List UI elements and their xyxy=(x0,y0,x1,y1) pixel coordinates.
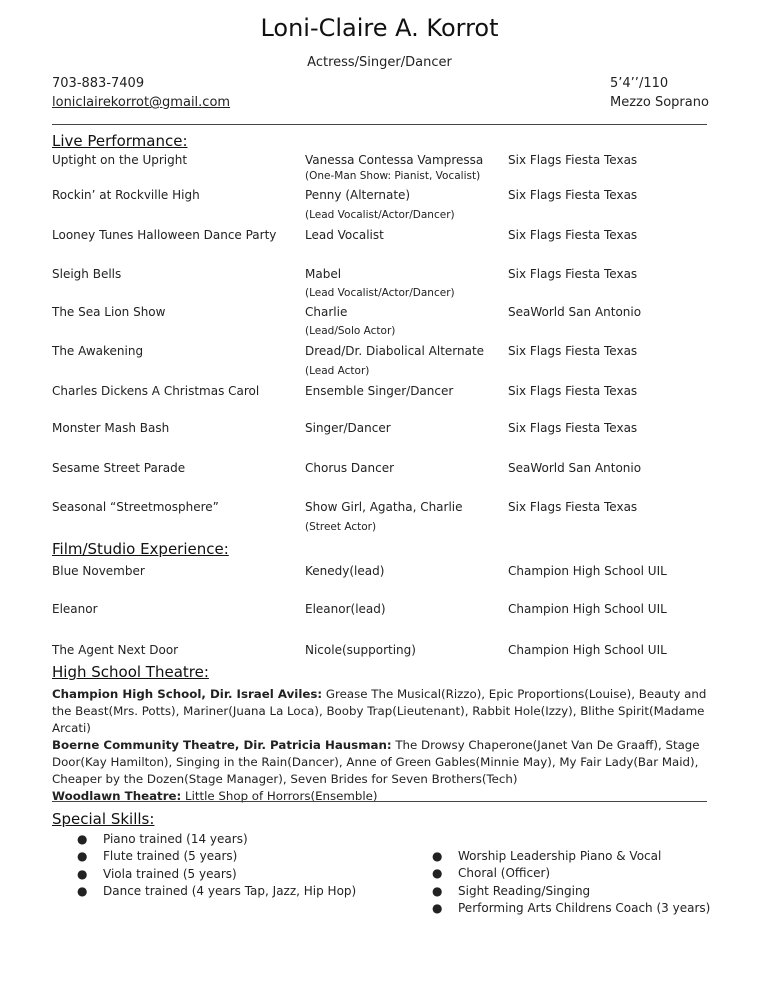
bullet-icon: ● xyxy=(77,866,88,881)
credit-role: Nicole(supporting) xyxy=(305,643,416,657)
credit-venue: Six Flags Fiesta Texas xyxy=(508,153,638,167)
theatre-entry-text: The Drowsy Chaperone(Janet Van De Graaff), Stage Door(Kay Hamilton), Singing in the Rain(Dancer), Anne of Green Gables(Minnie May), My Fair Lady(Bar Maid), Cheaper by the Dozen(Stage Manager), Seven Brides for Seven Brothers(Tech) xyxy=(52,738,700,786)
resume-subtitle: Actress/Singer/Dancer xyxy=(307,55,452,70)
credit-note: (Lead Actor) xyxy=(305,365,370,377)
credit-title: Eleanor xyxy=(52,602,98,616)
skill-item: ● Choral (Officer) xyxy=(432,865,710,882)
bullet-icon: ● xyxy=(77,883,88,898)
resume-name: Loni-Claire A. Korrot xyxy=(260,14,499,42)
bullet-icon: ● xyxy=(432,866,443,881)
email-link[interactable]: loniclairekorrot@gmail.com xyxy=(52,95,231,110)
credit-venue: Six Flags Fiesta Texas xyxy=(508,384,638,398)
header-divider xyxy=(52,124,707,125)
credit-role: Eleanor(lead) xyxy=(305,602,386,616)
credit-role: Chorus Dancer xyxy=(305,461,395,475)
phone-number: 703-883-7409 xyxy=(52,76,145,91)
credit-role: Kenedy(lead) xyxy=(305,564,385,578)
skill-item: ● Sight Reading/Singing xyxy=(432,883,710,900)
film-studio-heading: Film/Studio Experience: xyxy=(52,540,229,558)
credit-role: Ensemble Singer/Dancer xyxy=(305,384,454,398)
theatre-entry-label: Boerne Community Theatre, Dir. Patricia Hausman: xyxy=(52,738,392,752)
skill-item: ● Piano trained (14 years) xyxy=(77,831,356,848)
credit-venue: Champion High School UIL xyxy=(508,643,667,657)
credit-venue: SeaWorld San Antonio xyxy=(508,461,642,475)
credit-venue: Champion High School UIL xyxy=(508,602,667,616)
credit-title: The Sea Lion Show xyxy=(52,305,166,319)
live-performance-heading: Live Performance: xyxy=(52,132,188,150)
credit-venue: Six Flags Fiesta Texas xyxy=(508,500,638,514)
credit-note: (Lead Vocalist/Actor/Dancer) xyxy=(305,209,455,221)
credit-title: Sleigh Bells xyxy=(52,267,122,281)
theatre-entry-text: Little Shop of Horrors(Ensemble) xyxy=(181,789,378,803)
skill-item: ● Dance trained (4 years Tap, Jazz, Hip Hop) xyxy=(77,883,356,900)
height-weight: 5’4’’/110 xyxy=(610,76,669,91)
credit-role: Dread/Dr. Diabolical Alternate xyxy=(305,344,485,358)
high-school-theatre-heading: High School Theatre: xyxy=(52,663,209,681)
credit-title: Looney Tunes Halloween Dance Party xyxy=(52,228,277,242)
theatre-entry xyxy=(52,686,712,737)
credit-role: Penny (Alternate) xyxy=(305,188,411,202)
skills-list-left xyxy=(77,831,356,900)
theatre-entry-label: Champion High School, Dir. Israel Aviles: xyxy=(52,687,323,701)
credit-title: Blue November xyxy=(52,564,145,578)
theatre-entry-label: Woodlawn Theatre: xyxy=(52,789,182,803)
credit-role: Charlie xyxy=(305,305,348,319)
credit-venue: SeaWorld San Antonio xyxy=(508,305,642,319)
bullet-icon: ● xyxy=(77,832,88,846)
credit-title: The Awakening xyxy=(52,344,144,358)
skills-divider xyxy=(52,801,707,802)
credit-role: Show Girl, Agatha, Charlie xyxy=(305,500,463,514)
credit-note: (Lead/Solo Actor) xyxy=(305,325,396,337)
credit-note: (Lead Vocalist/Actor/Dancer) xyxy=(305,287,455,299)
bullet-icon: ● xyxy=(432,900,443,915)
skill-item: ● Viola trained (5 years) xyxy=(77,866,356,883)
credit-title: Rockin’ at Rockville High xyxy=(52,188,200,202)
credit-role: Vanessa Contessa Vampressa xyxy=(305,153,484,167)
credit-title: Monster Mash Bash xyxy=(52,421,170,435)
credit-role: Mabel xyxy=(305,267,342,281)
bullet-icon: ● xyxy=(432,883,443,898)
credit-venue: Six Flags Fiesta Texas xyxy=(508,188,638,202)
credit-title: The Agent Next Door xyxy=(52,643,179,657)
credit-venue: Six Flags Fiesta Texas xyxy=(508,421,638,435)
credit-title: Sesame Street Parade xyxy=(52,461,186,475)
credit-venue: Six Flags Fiesta Texas xyxy=(508,228,638,242)
theatre-credits xyxy=(52,686,712,805)
voice-type: Mezzo Soprano xyxy=(610,95,709,110)
theatre-entry xyxy=(52,788,712,805)
credit-role: Singer/Dancer xyxy=(305,421,391,435)
credit-venue: Champion High School UIL xyxy=(508,564,667,578)
credit-note: (Street Actor) xyxy=(305,521,377,533)
skill-item: ● Performing Arts Childrens Coach (3 years) xyxy=(432,900,710,917)
theatre-entry xyxy=(52,737,712,788)
bullet-icon: ● xyxy=(432,849,443,863)
special-skills-heading: Special Skills: xyxy=(52,810,155,828)
credit-title: Charles Dickens A Christmas Carol xyxy=(52,384,260,398)
credit-note: (One-Man Show: Pianist, Vocalist) xyxy=(305,170,481,182)
credit-venue: Six Flags Fiesta Texas xyxy=(508,267,638,281)
credit-title: Seasonal “Streetmosphere” xyxy=(52,500,219,514)
credit-role: Lead Vocalist xyxy=(305,228,384,242)
skill-item: ● Flute trained (5 years) xyxy=(77,848,356,865)
bullet-icon: ● xyxy=(77,849,88,864)
credit-venue: Six Flags Fiesta Texas xyxy=(508,344,638,358)
theatre-entry-text: Grease The Musical(Rizzo), Epic Proportions(Louise), Beauty and the Beast(Mrs. Potts), Mariner(Juana La Loca), Booby Trap(Lieutenant), Rabbit Hole(Izzy), Blithe Spirit(Madame Arcati) xyxy=(52,687,707,735)
credit-title: Uptight on the Upright xyxy=(52,153,188,167)
skills-list-right xyxy=(432,848,710,917)
skill-item: ● Worship Leadership Piano & Vocal xyxy=(432,848,710,865)
